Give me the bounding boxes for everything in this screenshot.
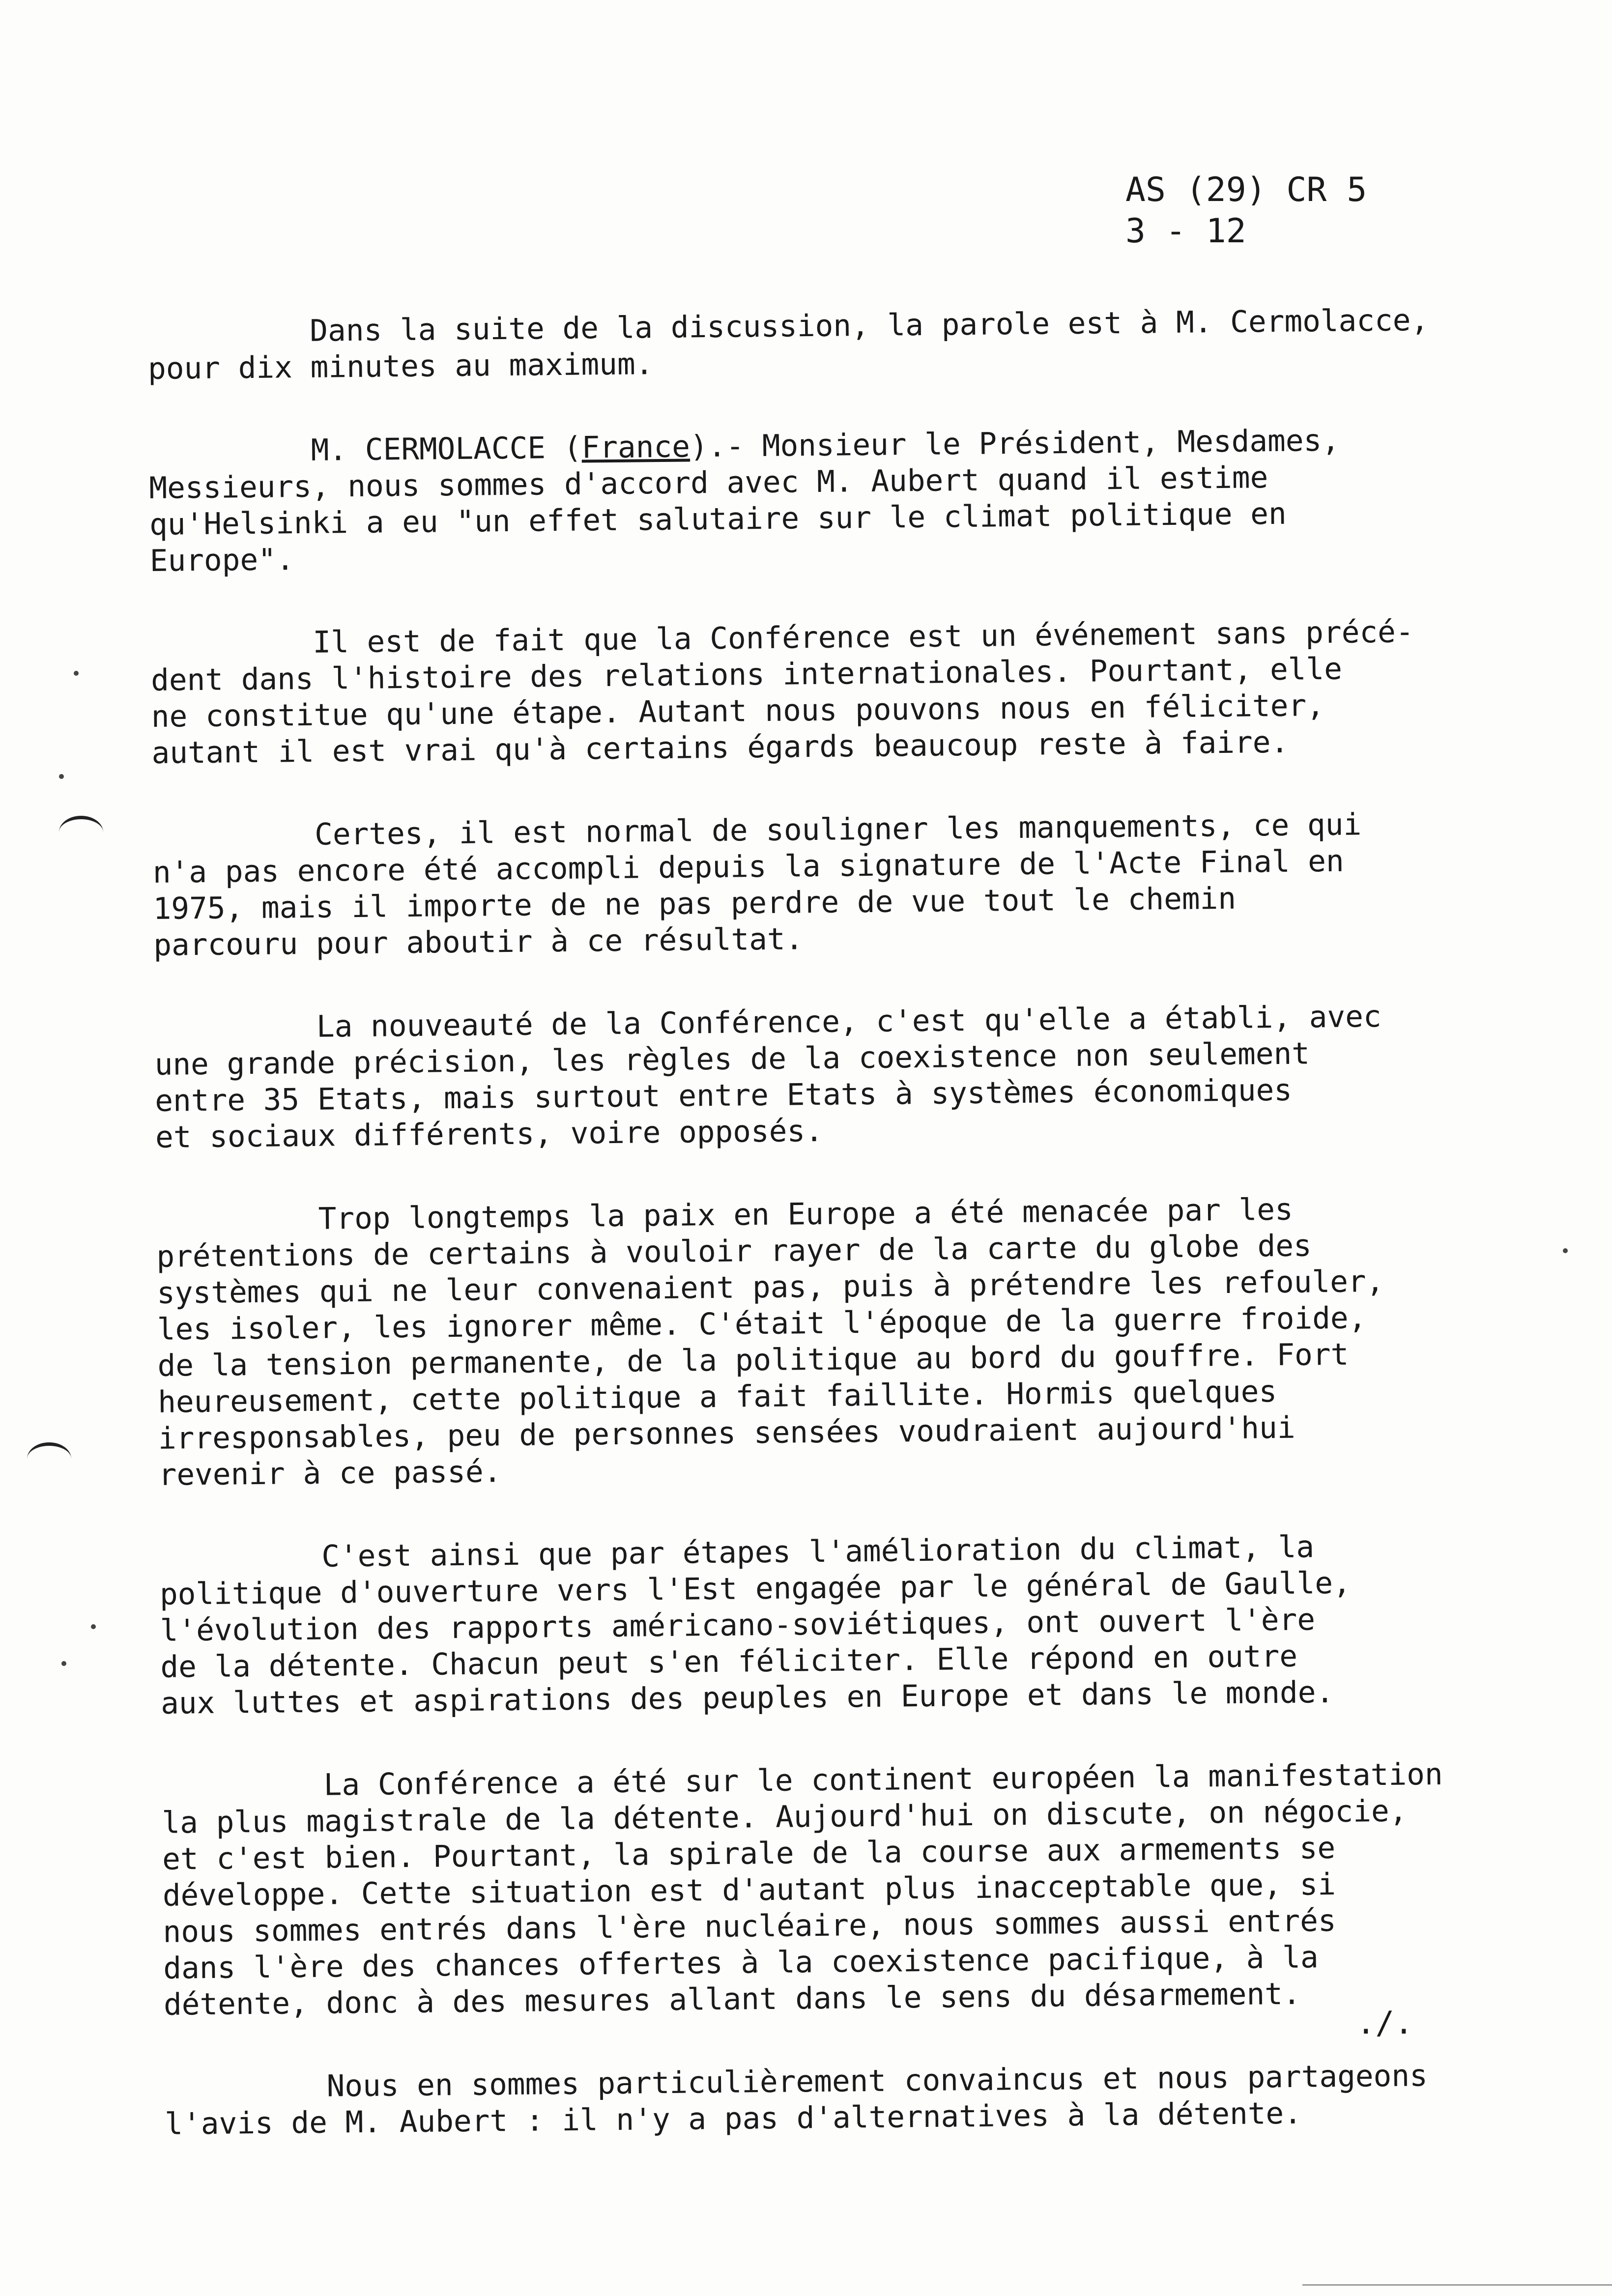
text-line: et sociaux différents, voire opposés. — [155, 1113, 824, 1155]
text-line: une grande précision, les règles de la coexistence non seulement — [154, 1036, 1310, 1082]
text-line: de la tension permanente, de la politique au bord du gouffre. Fort — [157, 1337, 1349, 1383]
text-line: Nous en sommes particulièrement convaincus et nous partageons — [326, 2058, 1428, 2104]
continuation-mark: ./. — [1356, 2005, 1413, 2041]
paragraph-6 — [156, 1189, 1584, 1493]
text-line: C'est ainsi que par étapes l'amélioration du climat, la — [321, 1529, 1315, 1574]
text-line: nous sommes entrés dans l'ère nucléaire, nous sommes aussi entrés — [163, 1903, 1336, 1950]
margin-dot-mark — [1563, 1248, 1568, 1253]
document-reference — [1125, 170, 1367, 252]
reference-code: AS (29) CR 5 — [1125, 171, 1367, 209]
scan-edge-line — [1302, 2284, 1612, 2286]
page-number: 3 - 12 — [1125, 212, 1246, 251]
body-text — [147, 301, 1590, 2189]
paragraph-2 — [148, 420, 1575, 579]
text-line: revenir à ce passé. — [158, 1454, 502, 1492]
text-line: irresponsables, peu de personnes sensées voudraient aujourd'hui — [158, 1410, 1295, 1456]
speaker-name: M. CERMOLACCE — [311, 430, 546, 468]
text-line: les isoler, les ignorer même. C'était l'époque de la guerre froide, — [157, 1300, 1367, 1347]
text-line: Trop longtemps la paix en Europe a été menacée par les — [318, 1192, 1294, 1236]
paragraph-1 — [147, 301, 1573, 387]
text-line: parcouru pour aboutir à ce résultat. — [153, 921, 804, 963]
text-line: systèmes qui ne leur convenaient pas, puis à prétendre les refouler, — [156, 1263, 1384, 1311]
text-line: aux luttes et aspirations des peuples en Europe et dans le monde. — [160, 1674, 1334, 1721]
text-line: n'a pas encore été accompli depuis la signature de l'Acte Final en — [152, 843, 1344, 890]
speaker-line: M. CERMOLACCE (France).- Monsieur le Président, Mesdames, — [311, 423, 1340, 468]
text-line: La nouveauté de la Conférence, c'est qu'elle a établi, avec — [316, 999, 1382, 1044]
text-line: politique d'ouverture vers l'Est engagée par le général de Gaulle, — [159, 1565, 1352, 1612]
margin-arc-mark — [59, 816, 103, 849]
margin-dot-mark — [59, 774, 64, 779]
paragraph-7 — [159, 1526, 1586, 1722]
paragraph-9 — [164, 2056, 1590, 2143]
text-line: heureusement, cette politique a fait faillite. Hormis quelques — [157, 1374, 1277, 1420]
margin-arc-mark — [27, 1442, 71, 1475]
text-line: dans l'ère des chances offertes à la coexistence pacifique, à la — [163, 1940, 1319, 1986]
text-line: Dans la suite de la discussion, la parole est à M. Cermolacce, — [309, 302, 1429, 348]
text-line: 1975, mais il importe de ne pas perdre de vue tout le chemin — [153, 881, 1237, 926]
text-line: l'avis de M. Aubert : il n'y a pas d'alternatives à la détente. — [165, 2095, 1302, 2142]
margin-dot-mark — [91, 1624, 96, 1629]
text-line: qu'Helsinki a eu "un effet salutaire sur le climat politique en — [149, 496, 1287, 542]
text-line: Certes, il est normal de souligner les manquements, ce qui — [314, 807, 1362, 852]
text-line: .- Monsieur le Président, Mesdames, — [708, 423, 1340, 464]
text-line: et c'est bien. Pourtant, la spirale de la course aux armements se — [162, 1830, 1336, 1877]
text-line: Europe". — [149, 542, 294, 578]
paragraph-4 — [152, 804, 1579, 964]
text-line: développe. Cette situation est d'autant plus inacceptable que, si — [162, 1866, 1336, 1913]
text-line: dent dans l'histoire des relations internationales. Pourtant, elle — [150, 651, 1343, 698]
margin-dot-mark — [74, 671, 79, 676]
text-line: autant il est vrai qu'à certains égards beaucoup reste à faire. — [151, 724, 1289, 771]
text-line: de la détente. Chacun peut s'en féliciter. Elle répond en outre — [160, 1638, 1298, 1685]
text-line: prétentions de certains à vouloir rayer de la carte du globe des — [156, 1228, 1312, 1274]
paragraph-3 — [150, 612, 1577, 772]
paragraph-8 — [161, 1755, 1589, 2023]
text-line: Il est de fait que la Conférence est un événement sans précé- — [313, 614, 1414, 660]
text-line: entre 35 Etats, mais surtout entre Etats à systèmes économiques — [155, 1072, 1293, 1119]
text-line: l'évolution des rapports américano-soviétiques, ont ouvert l'ère — [160, 1602, 1316, 1648]
text-line: pour dix minutes au maximum. — [147, 346, 654, 386]
speaker-country: France — [581, 429, 691, 465]
text-line: ne constitue qu'une étape. Autant nous pouvons nous en féliciter, — [151, 688, 1325, 734]
margin-dot-mark — [61, 1661, 66, 1666]
paragraph-5 — [154, 997, 1581, 1156]
text-line: La Conférence a été sur le continent européen la manifestation — [323, 1756, 1443, 1803]
text-line: la plus magistrale de la détente. Aujourd'hui on discute, on négocie, — [162, 1793, 1408, 1840]
text-line: détente, donc à des mesures allant dans le sens du désarmement. — [163, 1976, 1301, 2022]
text-line: Messieurs, nous sommes d'accord avec M. Aubert quand il estime — [149, 460, 1268, 506]
